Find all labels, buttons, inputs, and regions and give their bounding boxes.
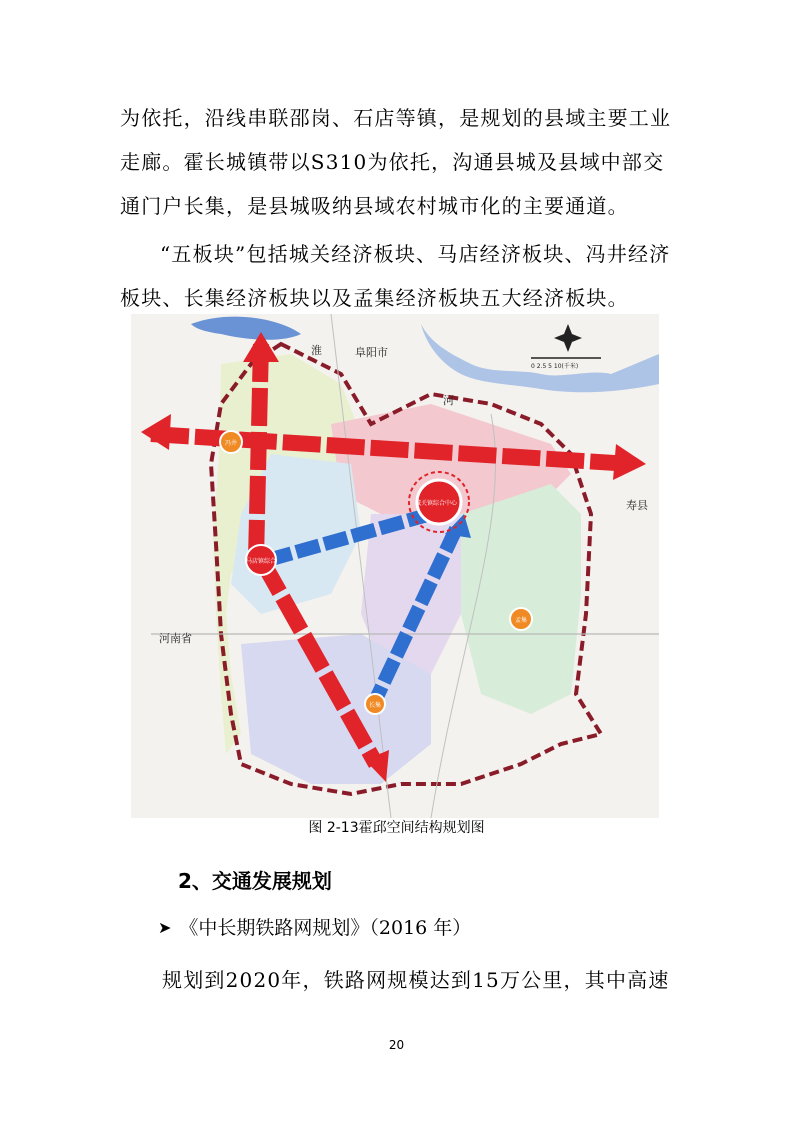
paragraph-five-blocks: “五板块”包括城关经济板块、马店经济板块、冯井经济板块、长集经济板块以及孟集经济板块五大经济板块。	[120, 242, 671, 310]
paragraph-corridor: 为依托，沿线串联邵岗、石店等镇，是规划的县域主要工业走廊。霍长城镇带以S310为依托，沟通县城及县域中部交通门户长集，是县城吸纳县域农村城市化的主要通道。	[120, 106, 672, 218]
label-he: 河	[443, 394, 454, 407]
bullet-text: 《中长期铁路网规划》（2016 年）	[179, 917, 472, 939]
section-heading: 2、交通发展规划	[178, 869, 332, 893]
label-node-madian: 马店镇综合	[245, 558, 277, 565]
spatial-structure-map	[131, 314, 659, 818]
label-henan: 河南省	[159, 632, 192, 645]
page-number: 20	[388, 1038, 405, 1052]
arrow-bullet-icon: ➤	[158, 918, 172, 937]
axis-north-south	[256, 344, 261, 559]
map-graphic	[131, 314, 659, 818]
label-fuyang: 阜阳市	[355, 346, 388, 359]
region-mengji	[461, 484, 581, 714]
label-node-mengji: 孟集	[514, 617, 528, 624]
label-scale: 0 2.5 5 10(千米)	[531, 363, 579, 370]
bullet-item	[158, 910, 471, 946]
label-node-fengjing: 冯井	[224, 440, 238, 447]
figure-caption: 图 2-13霍邱空间结构规划图	[308, 820, 485, 836]
label-huai: 淮	[311, 344, 322, 357]
label-shouxian: 寿县	[626, 499, 648, 512]
label-node-city: 城关镇综合中心	[414, 500, 458, 507]
label-node-changji: 长集	[368, 702, 382, 709]
paragraph-railway: 规划到2020年，铁路网规模达到15万公里，其中高速	[162, 968, 670, 992]
